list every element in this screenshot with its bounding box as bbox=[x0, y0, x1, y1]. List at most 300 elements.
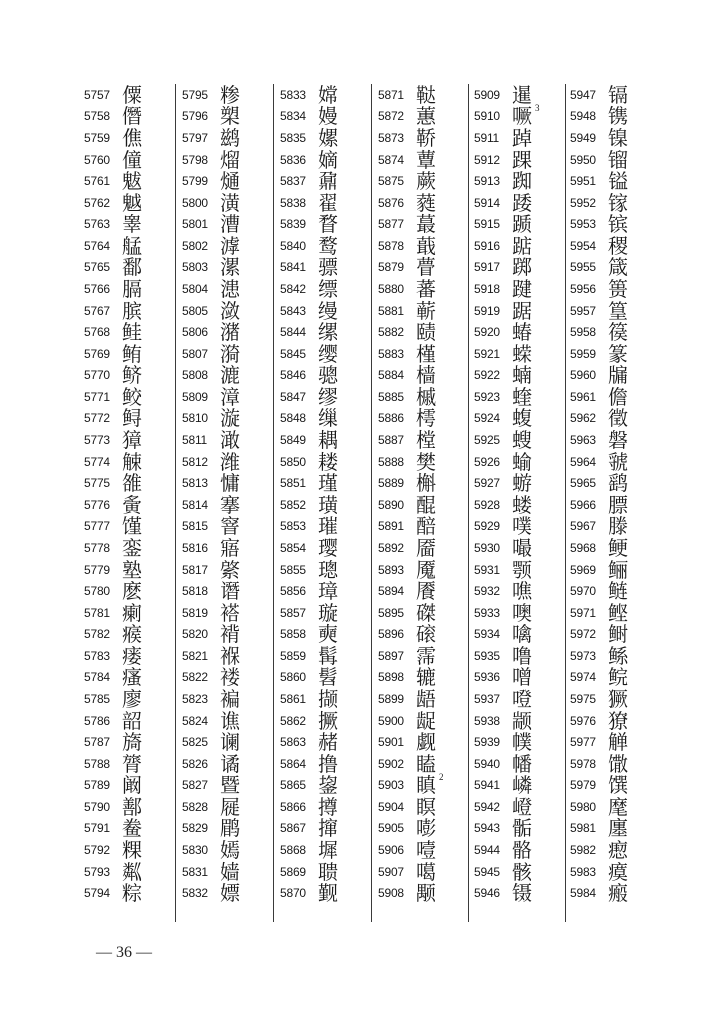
entry-character: 踮 bbox=[512, 233, 532, 258]
entry-number: 5930 bbox=[474, 540, 500, 555]
entry-character: 鋆 bbox=[318, 773, 338, 798]
entry-number: 5809 bbox=[182, 389, 208, 404]
entry-character: 膑 bbox=[122, 298, 142, 323]
character-entry bbox=[280, 149, 376, 171]
entry-number: 5904 bbox=[378, 799, 404, 814]
character-entry bbox=[280, 472, 376, 494]
entry-character: 镊 bbox=[512, 881, 532, 906]
entry-character: 缥 bbox=[318, 276, 338, 301]
character-entry bbox=[280, 731, 376, 753]
character-entry bbox=[84, 861, 180, 883]
entry-number: 5954 bbox=[570, 238, 596, 253]
character-entry bbox=[84, 796, 180, 818]
entry-character: 噘 bbox=[512, 104, 532, 129]
entry-character: 魃 bbox=[122, 169, 142, 194]
entry-note-marker: 2 bbox=[439, 772, 444, 783]
entry-number: 5789 bbox=[84, 778, 110, 793]
entry-number: 5969 bbox=[570, 562, 596, 577]
entry-number: 5960 bbox=[570, 368, 596, 383]
entry-character: 鹚 bbox=[220, 125, 240, 150]
entry-character: 蕤 bbox=[416, 190, 436, 215]
entry-number: 5769 bbox=[84, 346, 110, 361]
entry-number: 5947 bbox=[570, 87, 596, 102]
entry-number: 5950 bbox=[570, 152, 596, 167]
entry-number: 5828 bbox=[182, 799, 208, 814]
entry-number: 5835 bbox=[280, 130, 306, 145]
entry-character: 阚 bbox=[122, 773, 142, 798]
entry-number: 5880 bbox=[378, 281, 404, 296]
character-entry bbox=[280, 213, 376, 235]
entry-character: 暨 bbox=[220, 773, 240, 798]
entry-number: 5955 bbox=[570, 260, 596, 275]
character-entry bbox=[474, 494, 570, 516]
entry-character: 踝 bbox=[512, 147, 532, 172]
character-entry bbox=[378, 472, 474, 494]
entry-number: 5944 bbox=[474, 843, 500, 858]
character-entry bbox=[378, 235, 474, 257]
entry-number: 5788 bbox=[84, 756, 110, 771]
entry-character: 儋 bbox=[608, 384, 628, 409]
character-entry bbox=[182, 731, 278, 753]
entry-number: 5962 bbox=[570, 411, 596, 426]
character-entry bbox=[84, 300, 180, 322]
entry-character: 踯 bbox=[512, 255, 532, 280]
character-entry bbox=[182, 839, 278, 861]
character-entry bbox=[474, 516, 570, 538]
entry-character: 搴 bbox=[220, 492, 240, 517]
entry-character: 瘘 bbox=[122, 643, 142, 668]
character-entry bbox=[280, 796, 376, 818]
character-entry bbox=[280, 710, 376, 732]
character-entry bbox=[570, 343, 666, 365]
entry-character: 蕈 bbox=[416, 147, 436, 172]
entry-character: 牖 bbox=[608, 363, 628, 388]
entry-character: 膂 bbox=[122, 751, 142, 776]
character-entry bbox=[84, 731, 180, 753]
character-entry bbox=[280, 170, 376, 192]
entry-character: 魇 bbox=[416, 557, 436, 582]
entry-number: 5777 bbox=[84, 519, 110, 534]
entry-number: 5799 bbox=[182, 174, 208, 189]
entry-number: 5859 bbox=[280, 648, 306, 663]
entry-character: 瘼 bbox=[608, 859, 628, 884]
character-entry bbox=[474, 882, 570, 904]
character-entry bbox=[280, 516, 376, 538]
entry-number: 5941 bbox=[474, 778, 500, 793]
entry-character: 馔 bbox=[608, 773, 628, 798]
character-entry bbox=[84, 688, 180, 710]
entry-character: 螋 bbox=[512, 428, 532, 453]
entry-number: 5897 bbox=[378, 648, 404, 663]
entry-number: 5834 bbox=[280, 109, 306, 124]
entry-number: 5894 bbox=[378, 584, 404, 599]
entry-character: 瞋 bbox=[416, 773, 436, 798]
character-entry bbox=[182, 365, 278, 387]
entry-character: 粽 bbox=[122, 881, 142, 906]
character-entry bbox=[280, 839, 376, 861]
entry-character: 鲚 bbox=[122, 363, 142, 388]
character-entry bbox=[570, 753, 666, 775]
entry-character: 谯 bbox=[220, 708, 240, 733]
character-entry bbox=[474, 537, 570, 559]
entry-number: 5926 bbox=[474, 454, 500, 469]
entry-character: 樘 bbox=[416, 428, 436, 453]
entry-number: 5958 bbox=[570, 325, 596, 340]
character-entry bbox=[84, 278, 180, 300]
entry-character: 蝣 bbox=[512, 471, 532, 496]
entry-number: 5963 bbox=[570, 433, 596, 448]
character-entry bbox=[84, 343, 180, 365]
character-entry bbox=[182, 861, 278, 883]
entry-number: 5851 bbox=[280, 476, 306, 491]
character-entry bbox=[182, 753, 278, 775]
entry-character: 熥 bbox=[220, 169, 240, 194]
entry-character: 蕨 bbox=[416, 169, 436, 194]
entry-number: 5868 bbox=[280, 843, 306, 858]
character-entry bbox=[570, 559, 666, 581]
entry-character: 磐 bbox=[608, 428, 628, 453]
entry-column-3 bbox=[280, 84, 376, 904]
character-entry bbox=[570, 796, 666, 818]
entry-character: 霈 bbox=[416, 643, 436, 668]
entry-number: 5791 bbox=[84, 821, 110, 836]
character-entry bbox=[378, 667, 474, 689]
entry-character: 鹜 bbox=[318, 233, 338, 258]
entry-character: 辘 bbox=[416, 665, 436, 690]
entry-character: 蝻 bbox=[512, 363, 532, 388]
entry-character: 噎 bbox=[416, 838, 436, 863]
entry-number: 5920 bbox=[474, 325, 500, 340]
character-entry bbox=[570, 688, 666, 710]
entry-number: 5774 bbox=[84, 454, 110, 469]
entry-character: 鲑 bbox=[122, 320, 142, 345]
entry-number: 5912 bbox=[474, 152, 500, 167]
entry-character: 鞒 bbox=[416, 125, 436, 150]
character-entry bbox=[378, 127, 474, 149]
entry-character: 褓 bbox=[220, 643, 240, 668]
entry-number: 5914 bbox=[474, 195, 500, 210]
entry-character: 漳 bbox=[220, 384, 240, 409]
character-entry bbox=[280, 278, 376, 300]
entry-number: 5937 bbox=[474, 691, 500, 706]
entry-number: 5886 bbox=[378, 411, 404, 426]
entry-number: 5848 bbox=[280, 411, 306, 426]
entry-number: 5928 bbox=[474, 497, 500, 512]
character-entry bbox=[182, 796, 278, 818]
character-entry bbox=[570, 429, 666, 451]
character-entry bbox=[84, 472, 180, 494]
entry-number: 5976 bbox=[570, 713, 596, 728]
entry-number: 5940 bbox=[474, 756, 500, 771]
character-entry bbox=[378, 516, 474, 538]
entry-character: 嫖 bbox=[220, 881, 240, 906]
entry-character: 潋 bbox=[220, 298, 240, 323]
entry-character: 谮 bbox=[220, 579, 240, 604]
entry-character: 蕞 bbox=[416, 212, 436, 237]
entry-number: 5813 bbox=[182, 476, 208, 491]
entry-number: 5836 bbox=[280, 152, 306, 167]
entry-character: 糁 bbox=[220, 82, 240, 107]
entry-number: 5893 bbox=[378, 562, 404, 577]
entry-number: 5946 bbox=[474, 886, 500, 901]
entry-character: 漉 bbox=[220, 363, 240, 388]
entry-character: 镍 bbox=[608, 125, 628, 150]
character-entry bbox=[570, 710, 666, 732]
entry-number: 5812 bbox=[182, 454, 208, 469]
character-entry bbox=[182, 882, 278, 904]
character-entry bbox=[378, 429, 474, 451]
entry-character: 屣 bbox=[220, 794, 240, 819]
entry-character: 褛 bbox=[220, 665, 240, 690]
entry-character: 獐 bbox=[122, 428, 142, 453]
entry-number: 5831 bbox=[182, 864, 208, 879]
character-entry bbox=[570, 127, 666, 149]
entry-character: 蝼 bbox=[512, 492, 532, 517]
entry-number: 5895 bbox=[378, 605, 404, 620]
entry-number: 5921 bbox=[474, 346, 500, 361]
entry-number: 5900 bbox=[378, 713, 404, 728]
entry-character: 谲 bbox=[220, 751, 240, 776]
character-entry bbox=[378, 149, 474, 171]
character-entry bbox=[182, 321, 278, 343]
entry-character: 噙 bbox=[512, 622, 532, 647]
character-entry bbox=[280, 192, 376, 214]
entry-character: 噗 bbox=[512, 514, 532, 539]
entry-number: 5819 bbox=[182, 605, 208, 620]
entry-number: 5830 bbox=[182, 843, 208, 858]
entry-number: 5865 bbox=[280, 778, 306, 793]
entry-number: 5872 bbox=[378, 109, 404, 124]
entry-number: 5870 bbox=[280, 886, 306, 901]
character-entry bbox=[378, 278, 474, 300]
character-entry bbox=[570, 839, 666, 861]
character-entry bbox=[570, 861, 666, 883]
entry-character: 篑 bbox=[608, 276, 628, 301]
entry-character: 骸 bbox=[512, 859, 532, 884]
entry-number: 5975 bbox=[570, 691, 596, 706]
character-entry bbox=[570, 516, 666, 538]
character-entry bbox=[570, 580, 666, 602]
character-entry bbox=[182, 386, 278, 408]
character-entry bbox=[378, 882, 474, 904]
entry-number: 5878 bbox=[378, 238, 404, 253]
entry-number: 5775 bbox=[84, 476, 110, 491]
entry-number: 5861 bbox=[280, 691, 306, 706]
entry-character: 慵 bbox=[220, 471, 240, 496]
entry-number: 5855 bbox=[280, 562, 306, 577]
entry-number: 5854 bbox=[280, 540, 306, 555]
entry-number: 5757 bbox=[84, 87, 110, 102]
character-entry bbox=[570, 106, 666, 128]
entry-number: 5936 bbox=[474, 670, 500, 685]
entry-number: 5924 bbox=[474, 411, 500, 426]
character-entry bbox=[182, 516, 278, 538]
entry-character: 踔 bbox=[512, 125, 532, 150]
character-entry bbox=[182, 494, 278, 516]
character-entry bbox=[280, 882, 376, 904]
entry-number: 5858 bbox=[280, 627, 306, 642]
character-entry bbox=[280, 127, 376, 149]
entry-character: 夤 bbox=[122, 492, 142, 517]
entry-character: 蕃 bbox=[416, 276, 436, 301]
entry-number: 5879 bbox=[378, 260, 404, 275]
character-entry bbox=[474, 775, 570, 797]
character-entry bbox=[474, 753, 570, 775]
entry-number: 5889 bbox=[378, 476, 404, 491]
entry-number: 5942 bbox=[474, 799, 500, 814]
character-entry bbox=[182, 580, 278, 602]
entry-number: 5846 bbox=[280, 368, 306, 383]
entry-number: 5909 bbox=[474, 87, 500, 102]
entry-number: 5922 bbox=[474, 368, 500, 383]
character-entry bbox=[474, 365, 570, 387]
entry-number: 5795 bbox=[182, 87, 208, 102]
entry-character: 醅 bbox=[416, 514, 436, 539]
entry-number: 5808 bbox=[182, 368, 208, 383]
entry-character: 褊 bbox=[220, 686, 240, 711]
entry-number: 5864 bbox=[280, 756, 306, 771]
character-entry bbox=[280, 580, 376, 602]
character-entry bbox=[182, 170, 278, 192]
entry-character: 谰 bbox=[220, 730, 240, 755]
entry-number: 5815 bbox=[182, 519, 208, 534]
character-entry bbox=[570, 149, 666, 171]
entry-number: 5929 bbox=[474, 519, 500, 534]
character-entry bbox=[280, 645, 376, 667]
entry-number: 5840 bbox=[280, 238, 306, 253]
entry-number: 5890 bbox=[378, 497, 404, 512]
entry-character: 潢 bbox=[220, 190, 240, 215]
entry-number: 5938 bbox=[474, 713, 500, 728]
character-entry bbox=[474, 103, 570, 129]
entry-character: 磔 bbox=[416, 600, 436, 625]
entry-character: 鲧 bbox=[608, 643, 628, 668]
character-entry bbox=[280, 688, 376, 710]
entry-character: 镉 bbox=[608, 82, 628, 107]
entry-number: 5857 bbox=[280, 605, 306, 620]
entry-number: 5804 bbox=[182, 281, 208, 296]
entry-number: 5856 bbox=[280, 584, 306, 599]
character-entry bbox=[84, 386, 180, 408]
entry-number: 5881 bbox=[378, 303, 404, 318]
character-entry bbox=[182, 559, 278, 581]
entry-character: 蕺 bbox=[416, 233, 436, 258]
entry-character: 璎 bbox=[318, 535, 338, 560]
character-entry bbox=[474, 278, 570, 300]
entry-character: 篌 bbox=[608, 320, 628, 345]
character-entry bbox=[280, 343, 376, 365]
entry-number: 5761 bbox=[84, 174, 110, 189]
character-entry bbox=[280, 84, 376, 106]
entry-character: 鄯 bbox=[122, 794, 142, 819]
entry-column-5 bbox=[474, 84, 570, 904]
character-entry bbox=[378, 580, 474, 602]
entry-character: 噌 bbox=[512, 665, 532, 690]
entry-number: 5913 bbox=[474, 174, 500, 189]
entry-number: 5785 bbox=[84, 691, 110, 706]
entry-number: 5876 bbox=[378, 195, 404, 210]
entry-number: 5760 bbox=[84, 152, 110, 167]
entry-number: 5977 bbox=[570, 735, 596, 750]
character-entry bbox=[378, 645, 474, 667]
entry-character: 璇 bbox=[318, 600, 338, 625]
entry-character: 瞌 bbox=[416, 751, 436, 776]
entry-character: 稷 bbox=[608, 233, 628, 258]
character-entry bbox=[474, 602, 570, 624]
entry-character: 缨 bbox=[318, 341, 338, 366]
entry-number: 5806 bbox=[182, 325, 208, 340]
entry-character: 鲠 bbox=[608, 535, 628, 560]
entry-number: 5778 bbox=[84, 540, 110, 555]
entry-number: 5811 bbox=[182, 433, 208, 448]
entry-number: 5818 bbox=[182, 584, 208, 599]
entry-character: 箴 bbox=[608, 255, 628, 280]
entry-number: 5964 bbox=[570, 454, 596, 469]
character-entry bbox=[182, 257, 278, 279]
character-entry bbox=[474, 818, 570, 840]
entry-character: 噜 bbox=[512, 643, 532, 668]
entry-number: 5862 bbox=[280, 713, 306, 728]
entry-character: 膘 bbox=[608, 492, 628, 517]
entry-column-2 bbox=[182, 84, 278, 904]
entry-character: 觯 bbox=[608, 730, 628, 755]
entry-character: 觫 bbox=[122, 449, 142, 474]
entry-number: 5779 bbox=[84, 562, 110, 577]
entry-character: 嶙 bbox=[512, 773, 532, 798]
entry-number: 5932 bbox=[474, 584, 500, 599]
entry-character: 鲢 bbox=[608, 579, 628, 604]
character-entry bbox=[474, 408, 570, 430]
column-divider bbox=[565, 84, 566, 922]
entry-number: 5892 bbox=[378, 540, 404, 555]
character-entry bbox=[378, 451, 474, 473]
character-entry bbox=[474, 645, 570, 667]
entry-character: 麽 bbox=[122, 579, 142, 604]
entry-number: 5837 bbox=[280, 174, 306, 189]
entry-number: 5783 bbox=[84, 648, 110, 663]
character-entry bbox=[378, 300, 474, 322]
entry-character: 璜 bbox=[318, 492, 338, 517]
character-entry bbox=[474, 472, 570, 494]
character-entry bbox=[84, 516, 180, 538]
entry-character: 獗 bbox=[608, 686, 628, 711]
character-entry bbox=[570, 235, 666, 257]
entry-number: 5844 bbox=[280, 325, 306, 340]
entry-character: 麾 bbox=[608, 794, 628, 819]
character-entry bbox=[182, 300, 278, 322]
character-entry bbox=[570, 537, 666, 559]
entry-character: 踬 bbox=[512, 212, 532, 237]
entry-number: 5816 bbox=[182, 540, 208, 555]
entry-character: 蕙 bbox=[416, 104, 436, 129]
character-entry bbox=[84, 170, 180, 192]
character-entry bbox=[378, 559, 474, 581]
character-entry bbox=[280, 321, 376, 343]
column-divider bbox=[371, 84, 372, 922]
entry-number: 5823 bbox=[182, 691, 208, 706]
entry-number: 5781 bbox=[84, 605, 110, 620]
character-entry bbox=[378, 321, 474, 343]
entry-character: 噍 bbox=[512, 579, 532, 604]
entry-character: 槊 bbox=[220, 104, 240, 129]
entry-number: 5934 bbox=[474, 627, 500, 642]
character-entry bbox=[474, 235, 570, 257]
character-entry bbox=[474, 623, 570, 645]
entry-number: 5826 bbox=[182, 756, 208, 771]
entry-number: 5902 bbox=[378, 756, 404, 771]
character-entry bbox=[280, 623, 376, 645]
character-entry bbox=[378, 710, 474, 732]
